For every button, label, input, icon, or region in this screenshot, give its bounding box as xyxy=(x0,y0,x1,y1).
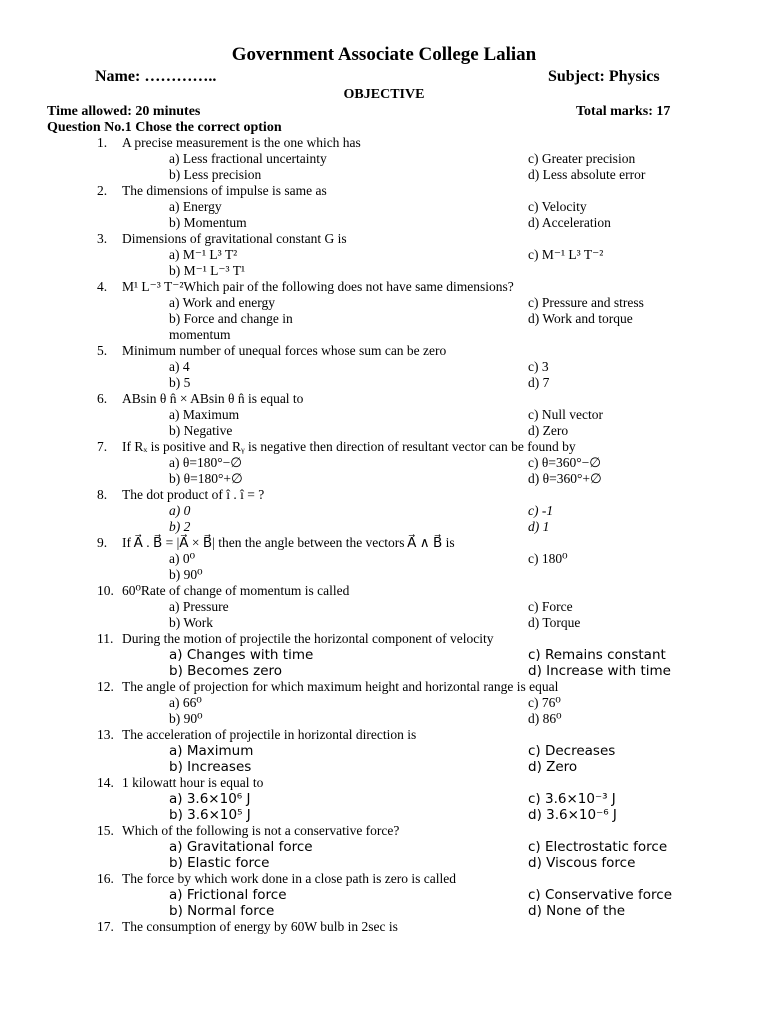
question-text: The force by which work done in a close path is zero is called xyxy=(122,871,457,886)
question-text: The acceleration of projectile in horizontal direction is xyxy=(122,727,417,742)
question-line xyxy=(0,727,768,743)
option-left[interactable]: b) Momentum xyxy=(169,215,247,230)
option-row xyxy=(0,903,768,919)
option-right[interactable]: c) Pressure and stress xyxy=(528,295,644,310)
option-row xyxy=(0,407,768,423)
option-left[interactable]: b) Elastic force xyxy=(169,855,270,871)
question-number: 11. xyxy=(97,631,114,646)
question-line xyxy=(0,183,768,199)
option-right[interactable]: d) Zero xyxy=(528,423,569,438)
question-item xyxy=(0,439,768,487)
question-number: 2. xyxy=(97,183,108,198)
option-left[interactable]: b) 2 xyxy=(169,519,191,534)
option-row xyxy=(0,663,768,679)
option-row xyxy=(0,839,768,855)
option-right[interactable]: d) Less absolute error xyxy=(528,167,646,182)
section-heading: OBJECTIVE xyxy=(343,87,425,102)
option-right[interactable]: c) 76⁰ xyxy=(528,695,561,710)
question-instruction: Question No.1 Chose the correct option xyxy=(47,120,282,135)
option-left[interactable]: a) Maximum xyxy=(169,407,240,422)
question-number: 8. xyxy=(97,487,108,502)
option-right[interactable]: c) Null vector xyxy=(528,407,603,422)
option-right[interactable]: d) 7 xyxy=(528,375,550,390)
question-item xyxy=(0,679,768,727)
question-item xyxy=(0,343,768,391)
option-left[interactable]: a) M⁻¹ L³ T² xyxy=(169,247,238,262)
question-number: 3. xyxy=(97,231,108,246)
question-number: 14. xyxy=(97,775,114,790)
option-left[interactable]: a) Changes with time xyxy=(169,647,314,663)
question-line xyxy=(0,823,768,839)
option-row xyxy=(0,759,768,775)
option-row xyxy=(0,791,768,807)
question-text: The angle of projection for which maximum height and horizontal range is equal xyxy=(122,679,559,694)
option-right[interactable]: d) None of the xyxy=(528,903,626,919)
option-right[interactable]: d) Acceleration xyxy=(528,215,611,230)
option-right[interactable]: c) Conservative force xyxy=(528,887,672,903)
question-number: 6. xyxy=(97,391,108,406)
option-right[interactable]: d) 3.6×10⁻⁶ J xyxy=(528,807,617,823)
question-number: 7. xyxy=(97,439,108,454)
total-marks: Total marks: 17 xyxy=(576,104,671,119)
question-item xyxy=(0,727,768,775)
option-row xyxy=(0,199,768,215)
option-row xyxy=(0,295,768,311)
question-number: 13. xyxy=(97,727,114,742)
option-right[interactable]: c) M⁻¹ L³ T⁻² xyxy=(528,247,604,262)
time-allowed: Time allowed: 20 minutes xyxy=(47,104,201,119)
option-right[interactable]: d) 86⁰ xyxy=(528,711,562,726)
question-item xyxy=(0,871,768,919)
question-line xyxy=(0,279,768,295)
question-line xyxy=(0,439,768,455)
question-item xyxy=(0,919,768,935)
option-left[interactable]: a) Work and energy xyxy=(169,295,276,310)
question-number: 12. xyxy=(97,679,114,694)
option-row xyxy=(0,887,768,903)
option-left[interactable]: b) 90⁰ xyxy=(169,567,203,582)
question-number: 16. xyxy=(97,871,114,886)
option-left[interactable]: a) Gravitational force xyxy=(169,839,313,855)
question-text: The dot product of î . î = ? xyxy=(122,487,265,502)
college-title: Government Associate College Lalian xyxy=(231,44,537,65)
option-left[interactable]: b) Work xyxy=(169,615,214,630)
option-right[interactable]: c) Greater precision xyxy=(528,151,636,166)
option-left[interactable]: a) 0⁰ xyxy=(169,551,196,566)
question-item xyxy=(0,183,768,231)
option-row xyxy=(0,647,768,663)
option-left[interactable]: b) Negative xyxy=(169,423,233,438)
question-number: 10. xyxy=(97,583,114,598)
option-right[interactable]: c) 3.6×10⁻³ J xyxy=(528,791,616,807)
question-text: The consumption of energy by 60W bulb in 2sec is xyxy=(122,919,398,934)
question-number: 15. xyxy=(97,823,114,838)
question-item xyxy=(0,823,768,871)
option-left[interactable]: a) θ=180°−∅ xyxy=(169,455,242,470)
question-line xyxy=(0,487,768,503)
option-right[interactable]: d) θ=360°+∅ xyxy=(528,471,602,486)
option-left[interactable]: b) M⁻¹ L⁻³ T¹ xyxy=(169,263,246,278)
question-text: If A⃗ . B⃗ = |A⃗ × B⃗| then the angle between the vectors A⃗ ∧ B⃗ is xyxy=(122,535,455,550)
option-row xyxy=(0,151,768,167)
option-right[interactable]: c) θ=360°−∅ xyxy=(528,455,601,470)
question-line xyxy=(0,135,768,151)
option-row xyxy=(0,615,768,631)
option-left[interactable]: a) Energy xyxy=(169,199,222,214)
option-row xyxy=(0,327,768,343)
option-left[interactable]: b) 5 xyxy=(169,375,191,390)
option-row xyxy=(0,743,768,759)
question-line xyxy=(0,535,768,551)
option-right[interactable]: c) Remains constant xyxy=(528,647,666,663)
option-left[interactable]: a) Pressure xyxy=(169,599,229,614)
question-item xyxy=(0,487,768,535)
question-number: 4. xyxy=(97,279,108,294)
question-item xyxy=(0,231,768,279)
option-right[interactable]: d) Torque xyxy=(528,615,581,630)
option-row xyxy=(0,247,768,263)
option-row xyxy=(0,215,768,231)
question-item xyxy=(0,535,768,583)
question-text: M¹ L⁻³ T⁻²Which pair of the following does not have same dimensions? xyxy=(122,279,514,294)
option-left[interactable]: b) Normal force xyxy=(169,903,275,919)
question-line xyxy=(0,679,768,695)
option-left[interactable]: a) 66⁰ xyxy=(169,695,202,710)
option-row xyxy=(0,695,768,711)
option-row xyxy=(0,359,768,375)
question-number: 5. xyxy=(97,343,108,358)
question-item xyxy=(0,775,768,823)
question-number: 17. xyxy=(97,919,114,934)
option-left[interactable]: a) 4 xyxy=(169,359,190,374)
option-left[interactable]: b) 3.6×10⁵ J xyxy=(169,807,251,823)
option-row xyxy=(0,311,768,327)
option-left[interactable]: a) 0 xyxy=(169,503,191,518)
option-row xyxy=(0,375,768,391)
question-line xyxy=(0,391,768,407)
option-row xyxy=(0,519,768,535)
question-item xyxy=(0,135,768,183)
option-left[interactable]: momentum xyxy=(169,327,231,342)
option-left[interactable]: a) 3.6×10⁶ J xyxy=(169,791,251,807)
option-row xyxy=(0,807,768,823)
option-right[interactable]: c) -1 xyxy=(528,503,554,518)
question-line xyxy=(0,631,768,647)
question-text: Which of the following is not a conservative force? xyxy=(122,823,400,838)
question-text: A precise measurement is the one which has xyxy=(122,135,361,150)
option-row xyxy=(0,455,768,471)
question-item xyxy=(0,631,768,679)
option-left[interactable]: b) Increases xyxy=(169,759,252,775)
question-item xyxy=(0,583,768,631)
option-row xyxy=(0,471,768,487)
option-right[interactable]: c) Velocity xyxy=(528,199,587,214)
question-line xyxy=(0,919,768,935)
option-left[interactable]: b) Force and change in xyxy=(169,311,293,326)
option-left[interactable]: a) Maximum xyxy=(169,743,254,759)
option-right[interactable]: c) Electrostatic force xyxy=(528,839,668,855)
option-left[interactable]: a) Less fractional uncertainty xyxy=(169,151,327,166)
option-left[interactable]: a) Frictional force xyxy=(169,887,287,903)
option-row xyxy=(0,567,768,583)
option-right[interactable]: d) Increase with time xyxy=(528,663,671,679)
question-item xyxy=(0,279,768,343)
question-item xyxy=(0,391,768,439)
question-number: 9. xyxy=(97,535,108,550)
option-left[interactable]: b) Becomes zero xyxy=(169,663,283,679)
question-line xyxy=(0,231,768,247)
question-number: 1. xyxy=(97,135,108,150)
question-text: During the motion of projectile the horizontal component of velocity xyxy=(122,631,494,646)
question-line xyxy=(0,871,768,887)
option-row xyxy=(0,551,768,567)
option-row xyxy=(0,167,768,183)
option-left[interactable]: b) θ=180°+∅ xyxy=(169,471,243,486)
option-row xyxy=(0,711,768,727)
question-text: The dimensions of impulse is same as xyxy=(122,183,327,198)
question-line xyxy=(0,583,768,599)
question-list xyxy=(0,135,768,935)
option-right[interactable]: c) Decreases xyxy=(528,743,616,759)
subject-label: Subject: Physics xyxy=(548,68,660,85)
option-row xyxy=(0,263,768,279)
option-left[interactable]: b) 90⁰ xyxy=(169,711,203,726)
question-text: 1 kilowatt hour is equal to xyxy=(122,775,264,790)
option-right[interactable]: c) Force xyxy=(528,599,573,614)
question-line xyxy=(0,775,768,791)
question-text: 60⁰Rate of change of momentum is called xyxy=(122,583,350,598)
name-label: Name: ………….. xyxy=(95,68,217,85)
option-right[interactable]: d) Viscous force xyxy=(528,855,636,871)
option-right[interactable]: c) 180⁰ xyxy=(528,551,568,566)
question-text: Minimum number of unequal forces whose sum can be zero xyxy=(122,343,447,358)
option-row xyxy=(0,599,768,615)
question-text: If Rₓ is positive and Rᵧ is negative then direction of resultant vector can be found by xyxy=(122,439,576,454)
option-right[interactable]: d) 1 xyxy=(528,519,550,534)
option-right[interactable]: d) Zero xyxy=(528,759,578,775)
question-line xyxy=(0,343,768,359)
option-row xyxy=(0,855,768,871)
question-text: Dimensions of gravitational constant G is xyxy=(122,231,347,246)
option-row xyxy=(0,423,768,439)
option-right[interactable]: d) Work and torque xyxy=(528,311,633,326)
option-left[interactable]: b) Less precision xyxy=(169,167,262,182)
option-right[interactable]: c) 3 xyxy=(528,359,549,374)
option-row xyxy=(0,503,768,519)
question-text: ABsin θ n̂ × ABsin θ n̂ is equal to xyxy=(122,391,304,406)
